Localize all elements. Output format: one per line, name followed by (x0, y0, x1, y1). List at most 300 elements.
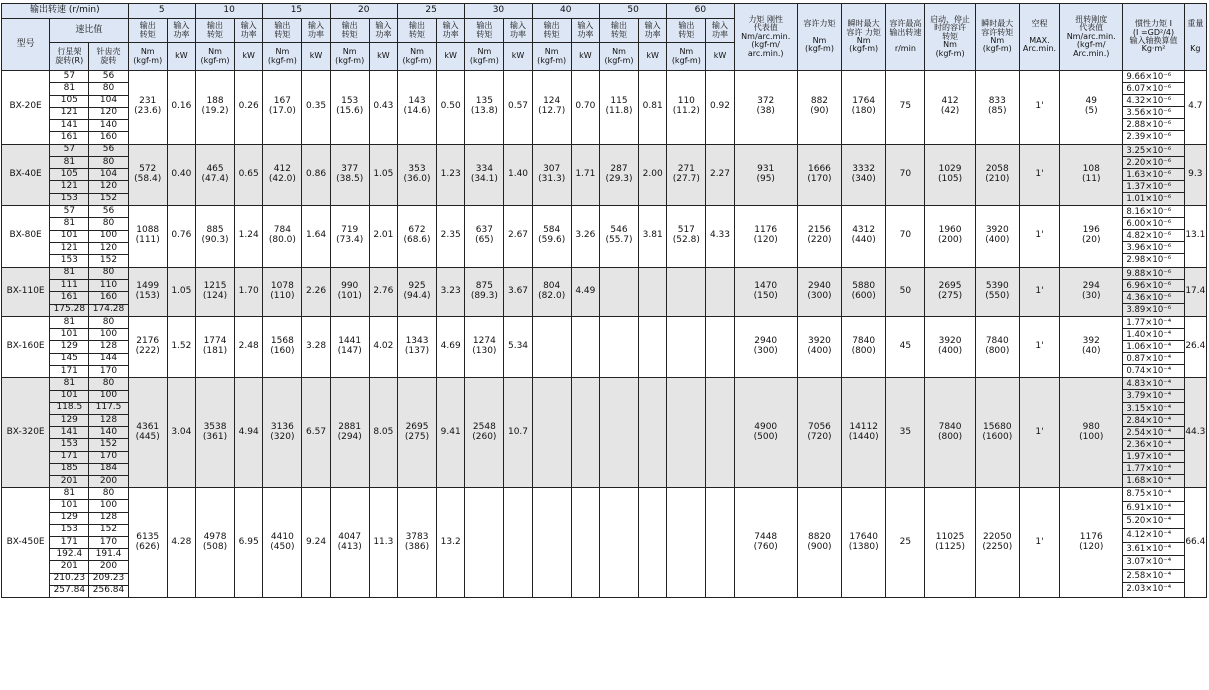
ratio-pin: 160 (89, 132, 128, 144)
header-input-power: 输入 功率 (235, 19, 263, 43)
inertia-value: 1.40×10⁻⁴ (1123, 329, 1183, 341)
stiffness-value: 7448 (760) (734, 488, 797, 598)
output-torque: 465 (47.4) (195, 144, 234, 205)
empty-cell (504, 488, 532, 598)
inertia-value: 2.58×10⁻⁴ (1123, 570, 1183, 584)
output-torque: 719 (73.4) (330, 206, 369, 267)
model-name: BX-160E (2, 316, 50, 377)
ratio-planet: 105 (50, 95, 89, 107)
input-power: 2.76 (369, 267, 397, 316)
ratio-planet: 101 (50, 230, 89, 242)
header-speed: 30 (465, 4, 532, 19)
ratio-pin: 152 (89, 524, 128, 536)
input-power: 8.05 (369, 378, 397, 488)
input-power: 2.00 (639, 144, 667, 205)
output-torque: 153 (15.6) (330, 71, 369, 145)
inertia-value: 9.66×10⁻⁶ (1123, 71, 1183, 83)
weight-value: 4.7 (1184, 71, 1206, 145)
torsion-value: 196 (20) (1060, 206, 1123, 267)
start-stop-torque-value: 11025 (1125) (925, 488, 975, 598)
ratio-planet: 81 (50, 488, 89, 500)
header-input-power: 输入 功率 (706, 19, 734, 43)
ratio-pin: 174.28 (89, 304, 128, 316)
model-name: BX-320E (2, 378, 50, 488)
ratio-pin: 152 (89, 439, 128, 451)
input-power: 1.71 (571, 144, 599, 205)
inertia-value: 8.75×10⁻⁴ (1123, 488, 1183, 502)
output-torque: 637 (65) (465, 206, 504, 267)
ratio-pin: 140 (89, 120, 128, 132)
input-power: 0.70 (571, 71, 599, 145)
empty-cell (599, 488, 638, 598)
inertia-value: 6.96×10⁻⁶ (1123, 280, 1183, 292)
output-torque: 4361 (445) (128, 378, 167, 488)
header-speed: 15 (263, 4, 330, 19)
backlash-value: 1' (1019, 488, 1059, 598)
input-power: 0.50 (437, 71, 465, 145)
input-power: 4.02 (369, 316, 397, 377)
empty-cell (706, 488, 734, 598)
output-torque: 1441 (147) (330, 316, 369, 377)
backlash-value: 1' (1019, 144, 1059, 205)
inertia-value: 5.20×10⁻⁴ (1123, 515, 1183, 529)
input-power: 4.49 (571, 267, 599, 316)
header-ratio: 速比值 (50, 19, 128, 43)
output-torque: 287 (29.3) (599, 144, 638, 205)
output-torque: 4047 (413) (330, 488, 369, 598)
input-power: 0.26 (235, 71, 263, 145)
inertia-values (1123, 144, 1184, 205)
input-power: 1.24 (235, 206, 263, 267)
ratio-planet: 210.23 (50, 573, 89, 585)
instant-torque-value: 3920 (400) (975, 206, 1019, 267)
empty-cell (639, 316, 667, 377)
inertia-value: 4.36×10⁻⁶ (1123, 292, 1183, 304)
header-power-unit: kW (504, 43, 532, 71)
ratio-pin: 200 (89, 475, 128, 487)
header-backlash: 空程 MAX. Arc.min. (1019, 4, 1059, 71)
inertia-value: 2.36×10⁻⁴ (1123, 439, 1183, 451)
input-power: 2.27 (706, 144, 734, 205)
weight-value: 9.3 (1184, 144, 1206, 205)
header-output-speed: 输出转速 (r/min) (2, 4, 129, 19)
ratio-planet: 118.5 (50, 402, 89, 414)
backlash-value: 1' (1019, 316, 1059, 377)
inertia-value: 1.63×10⁻⁶ (1123, 169, 1183, 181)
header-speed: 40 (532, 4, 599, 19)
ratio-planet: 201 (50, 561, 89, 573)
input-power: 4.69 (437, 316, 465, 377)
inertia-value: 6.00×10⁻⁶ (1123, 218, 1183, 230)
ratio-planet: 145 (50, 353, 89, 365)
output-torque: 2881 (294) (330, 378, 369, 488)
ratio-pin: 80 (89, 156, 128, 168)
inertia-value: 2.88×10⁻⁶ (1123, 119, 1183, 131)
header-max-speed: 容许最高 输出转速 r/min (886, 4, 925, 71)
input-power: 0.57 (504, 71, 532, 145)
inertia-values (1123, 316, 1184, 377)
ratio-pin: 152 (89, 255, 128, 267)
input-power: 3.23 (437, 267, 465, 316)
ratio-planet: 101 (50, 390, 89, 402)
max-speed-value: 25 (886, 488, 925, 598)
instant-torque-value: 15680 (1600) (975, 378, 1019, 488)
inertia-value: 3.96×10⁻⁶ (1123, 242, 1183, 254)
backlash-value: 1' (1019, 267, 1059, 316)
output-torque: 307 (31.3) (532, 144, 571, 205)
output-torque: 572 (58.4) (128, 144, 167, 205)
input-power: 4.94 (235, 378, 263, 488)
header-speed: 60 (667, 4, 734, 19)
empty-cell (667, 378, 706, 488)
ratio-pin: 100 (89, 500, 128, 512)
start-stop-torque-value: 1029 (105) (925, 144, 975, 205)
output-torque: 804 (82.0) (532, 267, 571, 316)
output-torque: 784 (80.0) (263, 206, 302, 267)
header-torque-unit: Nm (kgf-m) (263, 43, 302, 71)
header-output-torque: 输出 转矩 (599, 19, 638, 43)
output-torque: 167 (17.0) (263, 71, 302, 145)
output-torque: 1274 (130) (465, 316, 504, 377)
output-torque: 885 (90.3) (195, 206, 234, 267)
ratio-pin: 80 (89, 488, 128, 500)
output-torque: 875 (89.3) (465, 267, 504, 316)
header-speed: 5 (128, 4, 195, 19)
inertia-value: 3.61×10⁻⁴ (1123, 543, 1183, 557)
inertia-value: 0.74×10⁻⁴ (1126, 366, 1172, 377)
ratio-pin: 120 (89, 242, 128, 254)
header-torque-unit: Nm (kgf-m) (128, 43, 167, 71)
ratio-pin: 256.84 (89, 585, 128, 597)
input-power: 9.24 (302, 488, 330, 598)
allowable-torque-value: 2156 (220) (797, 206, 841, 267)
inertia-value: 3.89×10⁻⁶ (1126, 304, 1172, 315)
model-name: BX-20E (2, 71, 50, 145)
output-torque: 6135 (626) (128, 488, 167, 598)
inertia-value: 3.15×10⁻⁴ (1123, 403, 1183, 415)
inertia-values (1123, 71, 1184, 145)
input-power: 3.28 (302, 316, 330, 377)
input-power: 2.48 (235, 316, 263, 377)
input-power: 3.67 (504, 267, 532, 316)
max-speed-value: 75 (886, 71, 925, 145)
max-speed-value: 45 (886, 316, 925, 377)
header-output-torque: 输出 转矩 (128, 19, 167, 43)
ratio-pin: 80 (89, 218, 128, 230)
header-input-power: 输入 功率 (639, 19, 667, 43)
inertia-value: 1.01×10⁻⁶ (1126, 193, 1172, 204)
ratio-planet: 81 (50, 156, 89, 168)
instant-torque-value: 5390 (550) (975, 267, 1019, 316)
empty-cell (571, 378, 599, 488)
ratio-planet: 129 (50, 414, 89, 426)
output-torque: 334 (34.1) (465, 144, 504, 205)
inertia-value: 3.07×10⁻⁴ (1123, 556, 1183, 570)
weight-value: 66.4 (1184, 488, 1206, 598)
inertia-value: 1.37×10⁻⁶ (1123, 181, 1183, 193)
instant-max-torque-value: 7840 (800) (842, 316, 886, 377)
ratio-planet: 257.84 (50, 585, 89, 597)
inertia-value: 2.84×10⁻⁴ (1123, 415, 1183, 427)
inertia-values (1123, 206, 1184, 267)
output-torque: 231 (23.6) (128, 71, 167, 145)
instant-max-torque-value: 3332 (340) (842, 144, 886, 205)
output-torque: 353 (36.0) (397, 144, 436, 205)
ratio-planet: 141 (50, 427, 89, 439)
ratio-planet: 121 (50, 181, 89, 193)
instant-torque-value: 2058 (210) (975, 144, 1019, 205)
header-torque-unit: Nm (kgf-m) (195, 43, 234, 71)
instant-max-torque-value: 4312 (440) (842, 206, 886, 267)
empty-cell (667, 267, 706, 316)
backlash-value: 1' (1019, 206, 1059, 267)
input-power: 3.81 (639, 206, 667, 267)
ratio-pin: 128 (89, 512, 128, 524)
empty-cell (599, 267, 638, 316)
table-row (2, 488, 1207, 500)
table-row (2, 71, 1207, 83)
ratio-planet: 57 (50, 71, 89, 83)
ratio-pin: 140 (89, 427, 128, 439)
ratio-pin: 56 (89, 144, 128, 156)
weight-value: 17.4 (1184, 267, 1206, 316)
empty-cell (667, 316, 706, 377)
ratio-pin: 110 (89, 279, 128, 291)
inertia-value: 2.20×10⁻⁶ (1123, 157, 1183, 169)
header-power-unit: kW (706, 43, 734, 71)
header-output-torque: 输出 转矩 (195, 19, 234, 43)
inertia-values (1123, 488, 1184, 598)
inertia-value: 4.83×10⁻⁴ (1123, 378, 1183, 390)
ratio-planet: 57 (50, 206, 89, 218)
inertia-value: 6.91×10⁻⁴ (1123, 502, 1183, 516)
instant-max-torque-value: 5880 (600) (842, 267, 886, 316)
header-power-unit: kW (639, 43, 667, 71)
allowable-torque-value: 3920 (400) (797, 316, 841, 377)
ratio-pin: 80 (89, 83, 128, 95)
ratio-planet: 81 (50, 218, 89, 230)
input-power: 0.65 (235, 144, 263, 205)
input-power: 13.2 (437, 488, 465, 598)
ratio-planet: 121 (50, 242, 89, 254)
header-torque-unit: Nm (kgf-m) (599, 43, 638, 71)
stiffness-value: 1176 (120) (734, 206, 797, 267)
header-input-power: 输入 功率 (504, 19, 532, 43)
input-power: 11.3 (369, 488, 397, 598)
inertia-value: 2.54×10⁻⁴ (1123, 427, 1183, 439)
ratio-pin: 104 (89, 95, 128, 107)
start-stop-torque-value: 3920 (400) (925, 316, 975, 377)
output-torque: 135 (13.8) (465, 71, 504, 145)
output-torque: 1568 (160) (263, 316, 302, 377)
instant-torque-value: 7840 (800) (975, 316, 1019, 377)
header-torque-unit: Nm (kgf-m) (532, 43, 571, 71)
inertia-value: 1.77×10⁻⁴ (1123, 317, 1183, 329)
input-power: 5.34 (504, 316, 532, 377)
output-torque: 517 (52.8) (667, 206, 706, 267)
output-torque: 1774 (181) (195, 316, 234, 377)
instant-max-torque-value: 17640 (1380) (842, 488, 886, 598)
ratio-pin: 191.4 (89, 549, 128, 561)
header-speed: 25 (397, 4, 464, 19)
ratio-pin: 170 (89, 536, 128, 548)
max-speed-value: 50 (886, 267, 925, 316)
model-name: BX-40E (2, 144, 50, 205)
inertia-value: 3.56×10⁻⁶ (1123, 107, 1183, 119)
inertia-value: 2.03×10⁻⁴ (1126, 584, 1172, 595)
ratio-planet: 105 (50, 169, 89, 181)
ratio-pin: 120 (89, 107, 128, 119)
input-power: 6.57 (302, 378, 330, 488)
header-inertia: 惯性力矩 I (I =GD²/4) 输入轴换算值 Kg·m² (1123, 4, 1184, 71)
empty-cell (571, 316, 599, 377)
ratio-planet: 161 (50, 292, 89, 304)
empty-cell (667, 488, 706, 598)
input-power: 3.26 (571, 206, 599, 267)
instant-torque-value: 833 (85) (975, 71, 1019, 145)
header-output-torque: 输出 转矩 (397, 19, 436, 43)
input-power: 9.41 (437, 378, 465, 488)
ratio-pin: 80 (89, 267, 128, 279)
torsion-value: 49 (5) (1060, 71, 1123, 145)
ratio-pin: 144 (89, 353, 128, 365)
stiffness-value: 1470 (150) (734, 267, 797, 316)
ratio-planet: 153 (50, 255, 89, 267)
input-power: 4.28 (167, 488, 195, 598)
inertia-value: 8.16×10⁻⁶ (1123, 206, 1183, 218)
empty-cell (599, 378, 638, 488)
ratio-planet: 141 (50, 120, 89, 132)
model-name: BX-80E (2, 206, 50, 267)
ratio-planet: 171 (50, 366, 89, 378)
allowable-torque-value: 882 (90) (797, 71, 841, 145)
output-torque: 990 (101) (330, 267, 369, 316)
header-ratio-planet: 行星架 旋转(R) (50, 43, 89, 71)
allowable-torque-value: 1666 (170) (797, 144, 841, 205)
header-power-unit: kW (571, 43, 599, 71)
stiffness-value: 2940 (300) (734, 316, 797, 377)
ratio-pin: 128 (89, 414, 128, 426)
header-output-torque: 输出 转矩 (263, 19, 302, 43)
empty-cell (465, 488, 504, 598)
header-allowable-torque: 容许力矩 Nm (kgf-m) (797, 4, 841, 71)
input-power: 0.92 (706, 71, 734, 145)
ratio-pin: 170 (89, 451, 128, 463)
table-row (2, 267, 1207, 279)
inertia-value: 1.97×10⁻⁴ (1123, 451, 1183, 463)
input-power: 6.95 (235, 488, 263, 598)
torsion-value: 1176 (120) (1060, 488, 1123, 598)
header-torque-unit: Nm (kgf-m) (397, 43, 436, 71)
output-torque: 584 (59.6) (532, 206, 571, 267)
table-row (2, 144, 1207, 156)
input-power: 2.35 (437, 206, 465, 267)
ratio-pin: 100 (89, 390, 128, 402)
max-speed-value: 70 (886, 144, 925, 205)
input-power: 1.70 (235, 267, 263, 316)
ratio-planet: 129 (50, 512, 89, 524)
ratio-planet: 129 (50, 341, 89, 353)
ratio-planet: 81 (50, 378, 89, 390)
output-torque: 925 (94.4) (397, 267, 436, 316)
header-output-torque: 输出 转矩 (465, 19, 504, 43)
output-torque: 672 (68.6) (397, 206, 436, 267)
input-power: 0.35 (302, 71, 330, 145)
ratio-planet: 153 (50, 193, 89, 205)
table-row (2, 378, 1207, 390)
ratio-pin: 128 (89, 341, 128, 353)
header-output-torque: 输出 转矩 (532, 19, 571, 43)
empty-cell (571, 488, 599, 598)
ratio-pin: 209.23 (89, 573, 128, 585)
ratio-planet: 81 (50, 83, 89, 95)
output-torque: 2695 (275) (397, 378, 436, 488)
inertia-value: 3.79×10⁻⁴ (1123, 390, 1183, 402)
output-torque: 1088 (111) (128, 206, 167, 267)
weight-value: 26.4 (1184, 316, 1206, 377)
output-torque: 1499 (153) (128, 267, 167, 316)
output-torque: 1215 (124) (195, 267, 234, 316)
output-torque: 143 (14.6) (397, 71, 436, 145)
ratio-planet: 153 (50, 439, 89, 451)
output-torque: 3136 (320) (263, 378, 302, 488)
inertia-value: 0.87×10⁻⁴ (1123, 353, 1183, 365)
input-power: 4.33 (706, 206, 734, 267)
header-input-power: 输入 功率 (302, 19, 330, 43)
output-torque: 3783 (386) (397, 488, 436, 598)
ratio-planet: 81 (50, 267, 89, 279)
output-torque: 188 (19.2) (195, 71, 234, 145)
inertia-value: 1.77×10⁻⁴ (1123, 463, 1183, 475)
input-power: 0.40 (167, 144, 195, 205)
table-row (2, 316, 1207, 328)
header-weight: 重量 Kg (1184, 4, 1206, 71)
input-power: 1.05 (167, 267, 195, 316)
header-speed: 10 (195, 4, 262, 19)
header-input-power: 输入 功率 (167, 19, 195, 43)
inertia-value: 4.12×10⁻⁴ (1123, 529, 1183, 543)
ratio-planet: 111 (50, 279, 89, 291)
allowable-torque-value: 8820 (900) (797, 488, 841, 598)
empty-cell (532, 378, 571, 488)
inertia-value: 6.07×10⁻⁶ (1123, 83, 1183, 95)
ratio-pin: 104 (89, 169, 128, 181)
input-power: 0.76 (167, 206, 195, 267)
ratio-planet: 175.28 (50, 304, 89, 316)
weight-value: 13.1 (1184, 206, 1206, 267)
inertia-value: 3.25×10⁻⁶ (1123, 145, 1183, 157)
input-power: 10.7 (504, 378, 532, 488)
start-stop-torque-value: 1960 (200) (925, 206, 975, 267)
header-power-unit: kW (302, 43, 330, 71)
ratio-planet: 201 (50, 475, 89, 487)
stiffness-value: 4900 (500) (734, 378, 797, 488)
header-torque-unit: Nm (kgf-m) (465, 43, 504, 71)
ratio-pin: 152 (89, 193, 128, 205)
torsion-value: 294 (30) (1060, 267, 1123, 316)
input-power: 1.23 (437, 144, 465, 205)
header-output-torque: 输出 转矩 (667, 19, 706, 43)
stiffness-value: 931 (95) (734, 144, 797, 205)
header-speed: 20 (330, 4, 397, 19)
header-power-unit: kW (235, 43, 263, 71)
backlash-value: 1' (1019, 71, 1059, 145)
empty-cell (706, 316, 734, 377)
ratio-pin: 100 (89, 329, 128, 341)
ratio-planet: 171 (50, 451, 89, 463)
input-power: 2.67 (504, 206, 532, 267)
empty-cell (639, 488, 667, 598)
